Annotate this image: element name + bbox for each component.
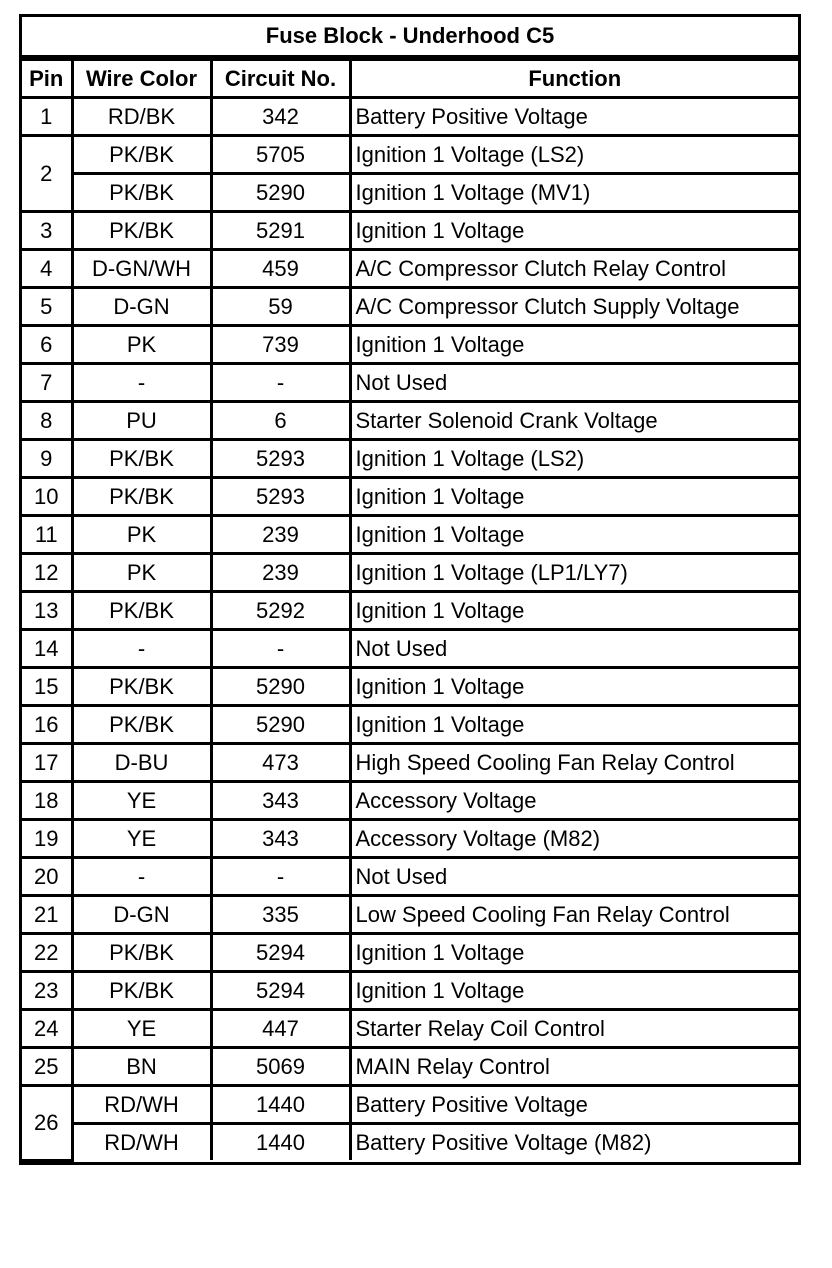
circuit-cell: 335 — [211, 896, 350, 934]
function-cell: Battery Positive Voltage (M82) — [350, 1124, 798, 1161]
pin-cell: 14 — [22, 630, 72, 668]
pin-cell: 5 — [22, 288, 72, 326]
wire-color-cell: PK/BK — [72, 440, 211, 478]
table-row — [22, 250, 798, 288]
table-row — [22, 402, 798, 440]
header-function: Function — [350, 60, 798, 98]
wire-color-cell: PK — [72, 516, 211, 554]
wire-color-cell: PK/BK — [72, 478, 211, 516]
circuit-cell: 5293 — [211, 478, 350, 516]
function-cell: Not Used — [350, 630, 798, 668]
wire-color-cell: PK/BK — [72, 174, 211, 212]
function-cell: Not Used — [350, 858, 798, 896]
table-row — [22, 668, 798, 706]
circuit-cell: 59 — [211, 288, 350, 326]
wire-color-cell: RD/WH — [72, 1124, 211, 1161]
circuit-cell: 5294 — [211, 972, 350, 1010]
function-cell: Ignition 1 Voltage (LP1/LY7) — [350, 554, 798, 592]
wire-color-cell: PK/BK — [72, 972, 211, 1010]
pin-cell: 23 — [22, 972, 72, 1010]
circuit-cell: 459 — [211, 250, 350, 288]
circuit-cell: 343 — [211, 820, 350, 858]
function-cell: Ignition 1 Voltage (LS2) — [350, 136, 798, 174]
function-cell: A/C Compressor Clutch Supply Voltage — [350, 288, 798, 326]
wire-color-cell: D-GN/WH — [72, 250, 211, 288]
circuit-cell: 5290 — [211, 706, 350, 744]
function-cell: Ignition 1 Voltage — [350, 592, 798, 630]
table-row — [22, 478, 798, 516]
circuit-cell: 239 — [211, 554, 350, 592]
circuit-cell: 342 — [211, 98, 350, 136]
circuit-cell: 1440 — [211, 1086, 350, 1124]
pin-cell: 11 — [22, 516, 72, 554]
wire-color-cell: PK/BK — [72, 592, 211, 630]
function-cell: Accessory Voltage — [350, 782, 798, 820]
pinout-table — [22, 58, 798, 1162]
pin-cell: 21 — [22, 896, 72, 934]
circuit-cell: - — [211, 630, 350, 668]
wire-color-cell: PK/BK — [72, 706, 211, 744]
wire-color-cell: BN — [72, 1048, 211, 1086]
circuit-cell: 5293 — [211, 440, 350, 478]
table-title: Fuse Block - Underhood C5 — [22, 17, 798, 58]
pin-cell: 12 — [22, 554, 72, 592]
wire-color-cell: YE — [72, 820, 211, 858]
circuit-cell: 5290 — [211, 174, 350, 212]
pin-cell: 25 — [22, 1048, 72, 1086]
wire-color-cell: PK — [72, 326, 211, 364]
pin-cell: 15 — [22, 668, 72, 706]
pin-cell: 7 — [22, 364, 72, 402]
circuit-cell: 6 — [211, 402, 350, 440]
table-row — [22, 706, 798, 744]
function-cell: High Speed Cooling Fan Relay Control — [350, 744, 798, 782]
function-cell: A/C Compressor Clutch Relay Control — [350, 250, 798, 288]
pin-cell: 24 — [22, 1010, 72, 1048]
table-row — [22, 326, 798, 364]
wire-color-cell: PK — [72, 554, 211, 592]
circuit-cell: 5291 — [211, 212, 350, 250]
connector-table — [19, 14, 801, 1165]
function-cell: Low Speed Cooling Fan Relay Control — [350, 896, 798, 934]
function-cell: Ignition 1 Voltage — [350, 478, 798, 516]
function-cell: Ignition 1 Voltage — [350, 668, 798, 706]
wire-color-cell: PU — [72, 402, 211, 440]
table-row — [22, 858, 798, 896]
function-cell: Ignition 1 Voltage — [350, 212, 798, 250]
function-cell: MAIN Relay Control — [350, 1048, 798, 1086]
circuit-cell: 1440 — [211, 1124, 350, 1161]
wire-color-cell: D-BU — [72, 744, 211, 782]
function-cell: Battery Positive Voltage — [350, 1086, 798, 1124]
function-cell: Ignition 1 Voltage — [350, 706, 798, 744]
wire-color-cell: PK/BK — [72, 668, 211, 706]
pin-cell: 6 — [22, 326, 72, 364]
function-cell: Starter Relay Coil Control — [350, 1010, 798, 1048]
header-circuit: Circuit No. — [211, 60, 350, 98]
circuit-cell: 5290 — [211, 668, 350, 706]
pin-cell: 1 — [22, 98, 72, 136]
wire-color-cell: - — [72, 630, 211, 668]
wire-color-cell: PK/BK — [72, 136, 211, 174]
table-row — [22, 1048, 798, 1086]
pin-cell: 4 — [22, 250, 72, 288]
function-cell: Starter Solenoid Crank Voltage — [350, 402, 798, 440]
header-pin: Pin — [22, 60, 72, 98]
table-row — [22, 1124, 798, 1161]
table-row — [22, 212, 798, 250]
pin-cell: 17 — [22, 744, 72, 782]
table-row — [22, 1086, 798, 1124]
function-cell: Ignition 1 Voltage — [350, 516, 798, 554]
circuit-cell: 473 — [211, 744, 350, 782]
header-row — [22, 60, 798, 98]
table-row — [22, 554, 798, 592]
pin-cell: 10 — [22, 478, 72, 516]
circuit-cell: 5292 — [211, 592, 350, 630]
function-cell: Accessory Voltage (M82) — [350, 820, 798, 858]
table-body — [22, 98, 798, 1161]
function-cell: Ignition 1 Voltage (MV1) — [350, 174, 798, 212]
wire-color-cell: D-GN — [72, 288, 211, 326]
wire-color-cell: - — [72, 858, 211, 896]
table-row — [22, 934, 798, 972]
table-row — [22, 136, 798, 174]
circuit-cell: - — [211, 364, 350, 402]
circuit-cell: 5705 — [211, 136, 350, 174]
circuit-cell: 739 — [211, 326, 350, 364]
function-cell: Ignition 1 Voltage — [350, 934, 798, 972]
header-wire-color: Wire Color — [72, 60, 211, 98]
pin-cell: 26 — [22, 1086, 72, 1161]
table-row — [22, 972, 798, 1010]
pin-cell: 2 — [22, 136, 72, 212]
circuit-cell: 447 — [211, 1010, 350, 1048]
table-row — [22, 364, 798, 402]
table-row — [22, 516, 798, 554]
table-row — [22, 630, 798, 668]
pin-cell: 22 — [22, 934, 72, 972]
wire-color-cell: YE — [72, 782, 211, 820]
pin-cell: 16 — [22, 706, 72, 744]
pin-cell: 3 — [22, 212, 72, 250]
pin-cell: 18 — [22, 782, 72, 820]
wire-color-cell: YE — [72, 1010, 211, 1048]
pin-cell: 20 — [22, 858, 72, 896]
table-row — [22, 440, 798, 478]
wire-color-cell: RD/BK — [72, 98, 211, 136]
function-cell: Battery Positive Voltage — [350, 98, 798, 136]
circuit-cell: - — [211, 858, 350, 896]
table-row — [22, 896, 798, 934]
table-row — [22, 288, 798, 326]
circuit-cell: 343 — [211, 782, 350, 820]
table-row — [22, 98, 798, 136]
pin-cell: 13 — [22, 592, 72, 630]
pin-cell: 9 — [22, 440, 72, 478]
pin-cell: 8 — [22, 402, 72, 440]
wire-color-cell: - — [72, 364, 211, 402]
function-cell: Not Used — [350, 364, 798, 402]
wire-color-cell: D-GN — [72, 896, 211, 934]
circuit-cell: 5294 — [211, 934, 350, 972]
wire-color-cell: RD/WH — [72, 1086, 211, 1124]
table-row — [22, 592, 798, 630]
pin-cell: 19 — [22, 820, 72, 858]
table-row — [22, 1010, 798, 1048]
table-row — [22, 744, 798, 782]
table-row — [22, 782, 798, 820]
function-cell: Ignition 1 Voltage (LS2) — [350, 440, 798, 478]
function-cell: Ignition 1 Voltage — [350, 326, 798, 364]
function-cell: Ignition 1 Voltage — [350, 972, 798, 1010]
table-row — [22, 174, 798, 212]
circuit-cell: 5069 — [211, 1048, 350, 1086]
table-row — [22, 820, 798, 858]
circuit-cell: 239 — [211, 516, 350, 554]
wire-color-cell: PK/BK — [72, 934, 211, 972]
wire-color-cell: PK/BK — [72, 212, 211, 250]
